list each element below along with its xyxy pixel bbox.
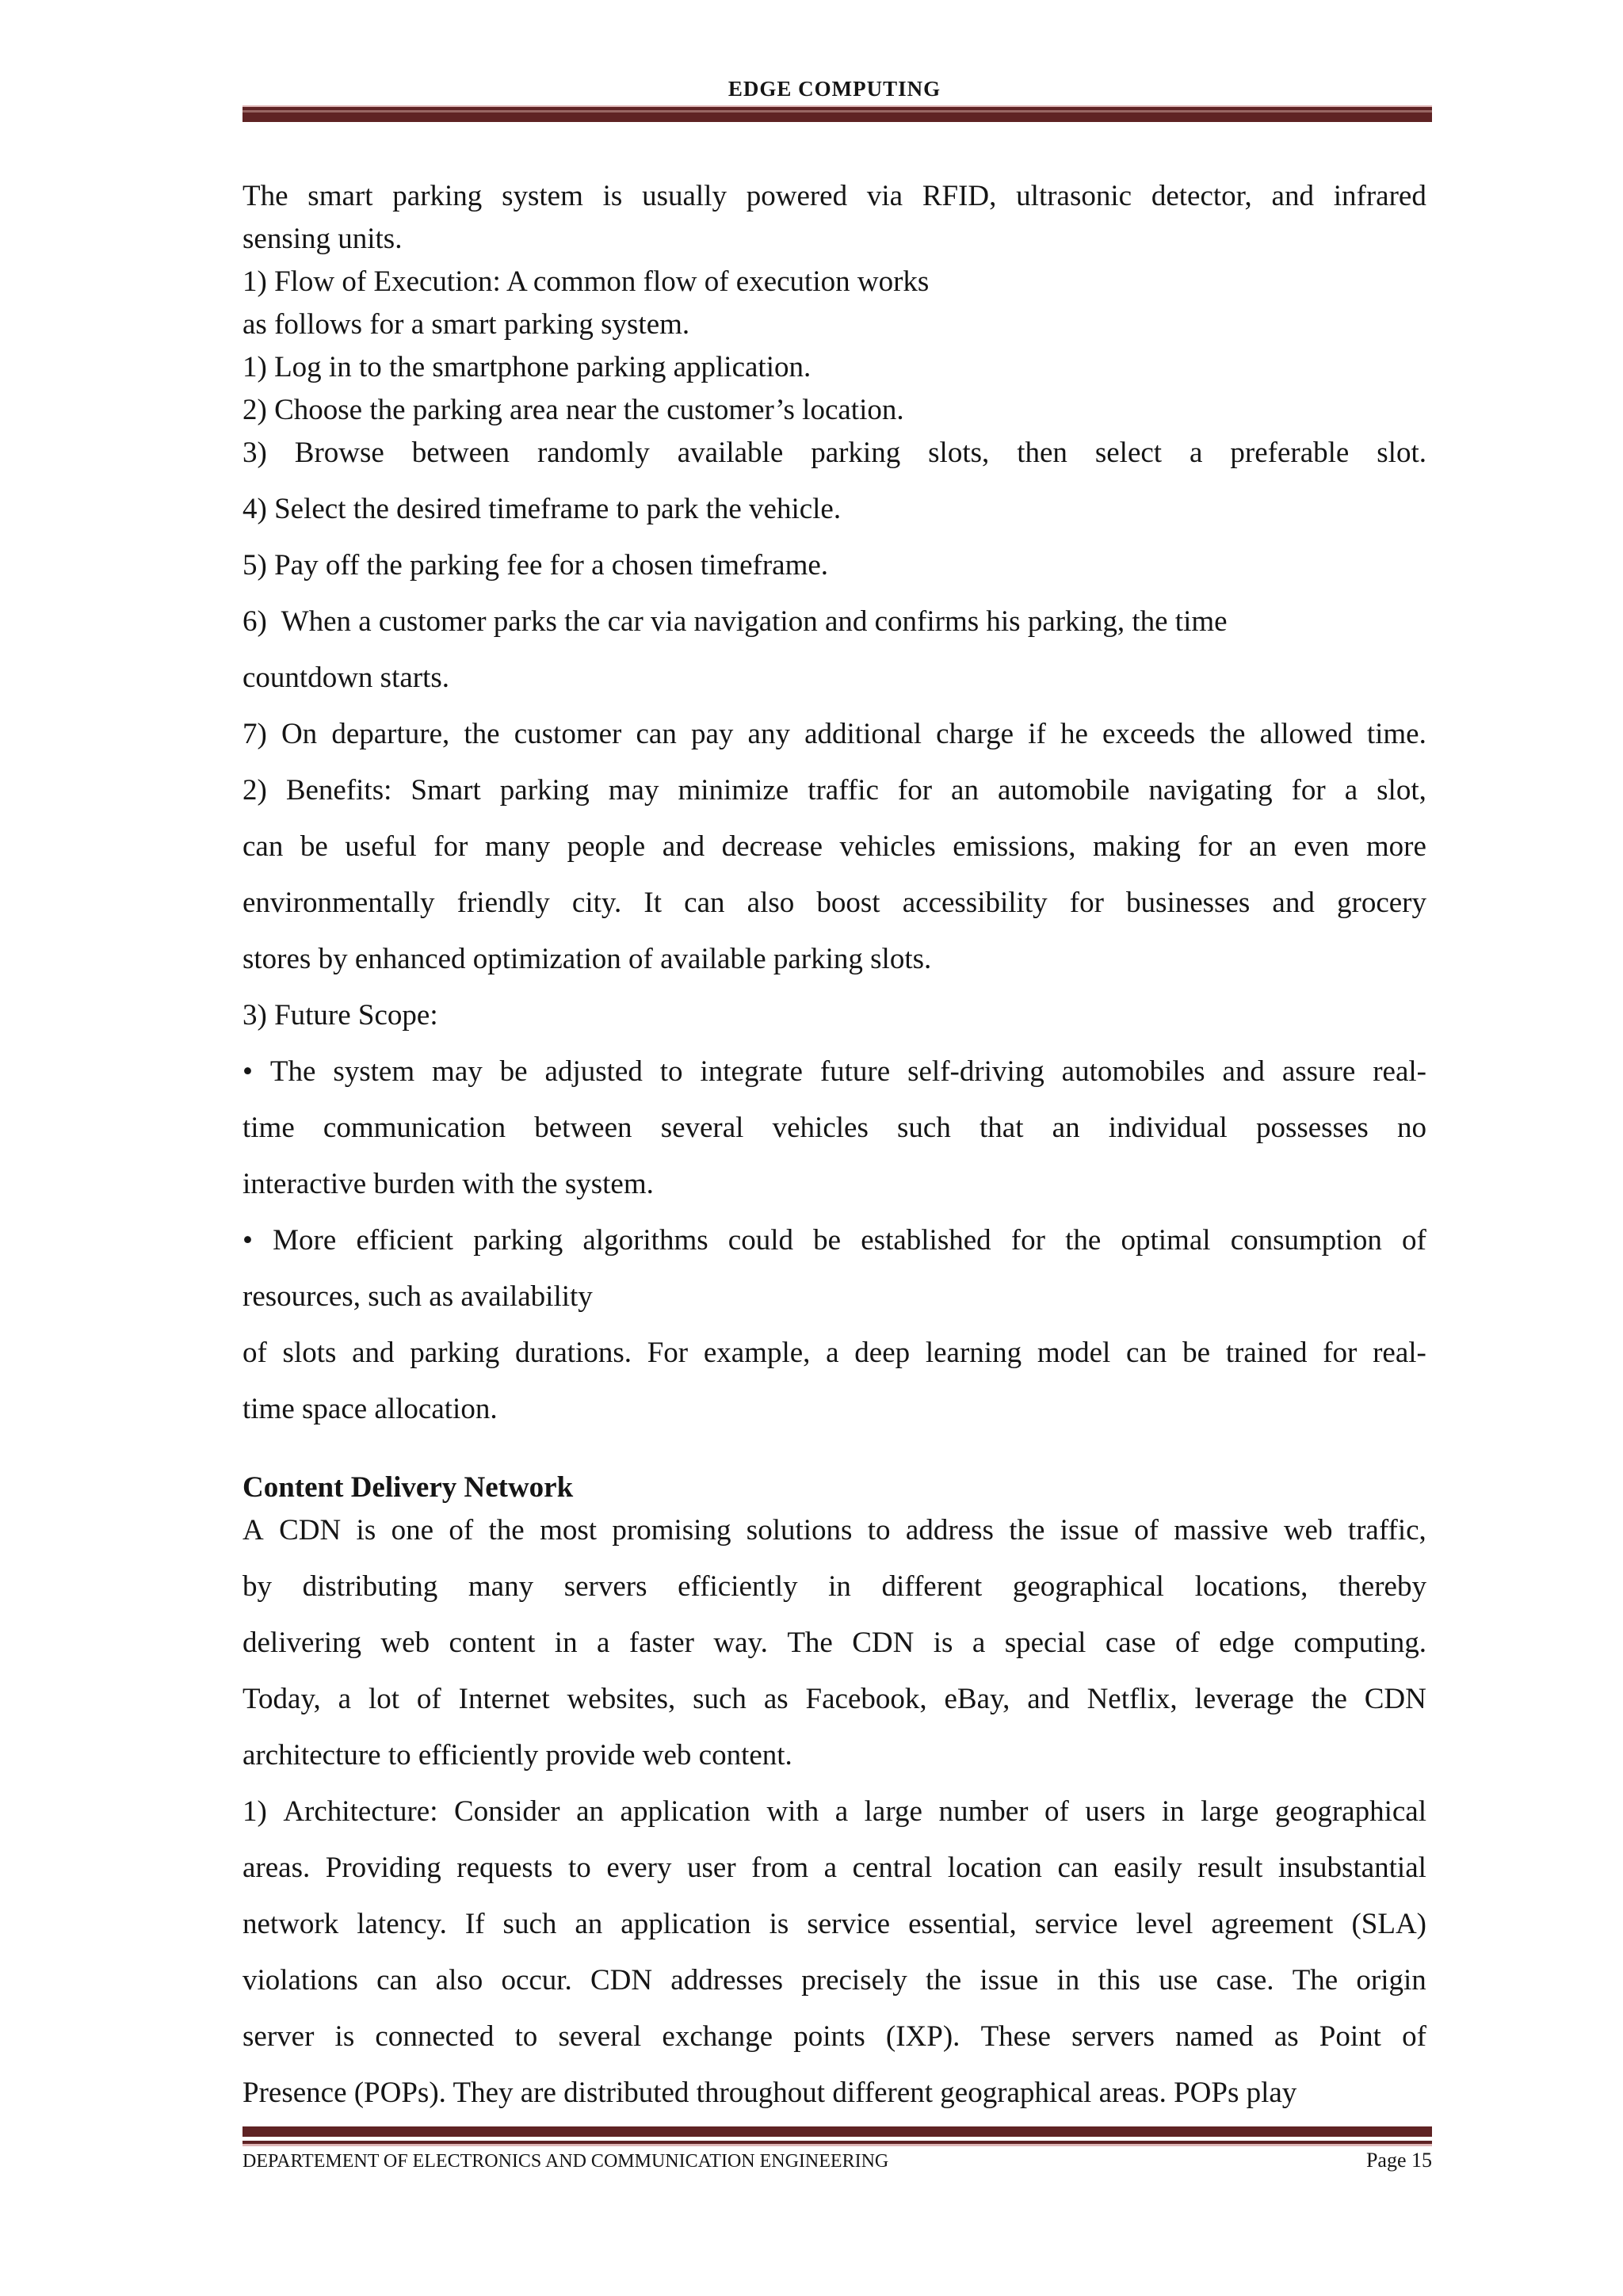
text-line: of slots and parking durations. For example, a deep learning model can be trained for real- — [242, 1337, 1426, 1369]
footer-department-text: DEPARTEMENT OF ELECTRONICS AND COMMUNICATION ENGINEERING — [242, 2151, 889, 2172]
text-line: The smart parking system is usually powered via RFID, ultrasonic detector, and infrared — [242, 180, 1426, 212]
text-line: can be useful for many people and decrease vehicles emissions, making for an even more — [242, 830, 1426, 863]
text-line: 3) Future Scope: — [242, 999, 438, 1032]
text-line: 3) Browse between randomly available parking slots, then select a preferable slot. — [242, 437, 1426, 469]
text-line: network latency. If such an application is service essential, service level agreement (SLA) — [242, 1908, 1426, 1940]
text-line: Presence (POPs). They are distributed throughout different geographical areas. POPs play — [242, 2077, 1297, 2109]
text-line: 5) Pay off the parking fee for a chosen timeframe. — [242, 549, 829, 582]
footer-rule — [242, 2126, 1432, 2146]
text-line: sensing units. — [242, 223, 403, 255]
text-line: A CDN is one of the most promising solutions to address the issue of massive web traffic, — [242, 1514, 1426, 1547]
text-line: by distributing many servers efficiently in different geographical locations, thereby — [242, 1570, 1426, 1603]
text-line: 4) Select the desired timeframe to park the vehicle. — [242, 493, 842, 525]
text-line: time space allocation. — [242, 1393, 498, 1425]
text-line: server is connected to several exchange points (IXP). These servers named as Point of — [242, 2020, 1426, 2053]
text-line: violations can also occur. CDN addresses precisely the issue in this use case. The origin — [242, 1964, 1426, 1997]
text-line: architecture to efficiently provide web content. — [242, 1739, 792, 1772]
text-line: 1) Flow of Execution: A common flow of execution works — [242, 265, 930, 298]
section-heading: Content Delivery Network — [242, 1471, 574, 1504]
footer-page-number: Page 15 — [1365, 2149, 1432, 2172]
document-body — [242, 179, 1426, 2132]
text-line: 2) Choose the parking area near the customer’s location. — [242, 394, 904, 426]
text-line: resources, such as availability — [242, 1280, 593, 1313]
text-line: stores by enhanced optimization of available parking slots. — [242, 943, 932, 975]
text-line: delivering web content in a faster way. The CDN is a special case of edge computing. — [242, 1627, 1426, 1659]
text-line: 6) When a customer parks the car via navigation and confirms his parking, the time — [242, 605, 1228, 638]
text-line: areas. Providing requests to every user from a central location can easily result insubstantial — [242, 1852, 1426, 1884]
text-line: 1) Architecture: Consider an application with a large number of users in large geographical — [242, 1795, 1426, 1828]
text-line: Today, a lot of Internet websites, such as Facebook, eBay, and Netflix, leverage the CDN — [242, 1683, 1426, 1715]
text-line: 1) Log in to the smartphone parking application. — [242, 351, 812, 383]
text-line: time communication between several vehicles such that an individual possesses no — [242, 1112, 1426, 1144]
page-footer — [242, 2149, 1432, 2172]
header-rule-thick-line — [242, 113, 1432, 122]
text-line: interactive burden with the system. — [242, 1168, 654, 1200]
page-header-title: EDGE COMPUTING — [727, 77, 941, 101]
text-line: as follows for a smart parking system. — [242, 308, 690, 341]
text-line: 7) On departure, the customer can pay any additional charge if he exceeds the allowed time. — [242, 718, 1426, 750]
text-line: environmentally friendly city. It can also boost accessibility for businesses and grocery — [242, 887, 1426, 919]
text-line: • More efficient parking algorithms could be established for the optimal consumption of — [242, 1224, 1426, 1257]
text-line: 2) Benefits: Smart parking may minimize traffic for an automobile navigating for a slot, — [242, 774, 1426, 807]
text-line: • The system may be adjusted to integrate future self-driving automobiles and assure real- — [242, 1055, 1426, 1088]
footer-rule-thick-line — [242, 2126, 1432, 2137]
footer-rule-pale-line — [242, 2144, 1432, 2146]
header-rule — [242, 105, 1432, 122]
text-line: countdown starts. — [242, 662, 450, 694]
